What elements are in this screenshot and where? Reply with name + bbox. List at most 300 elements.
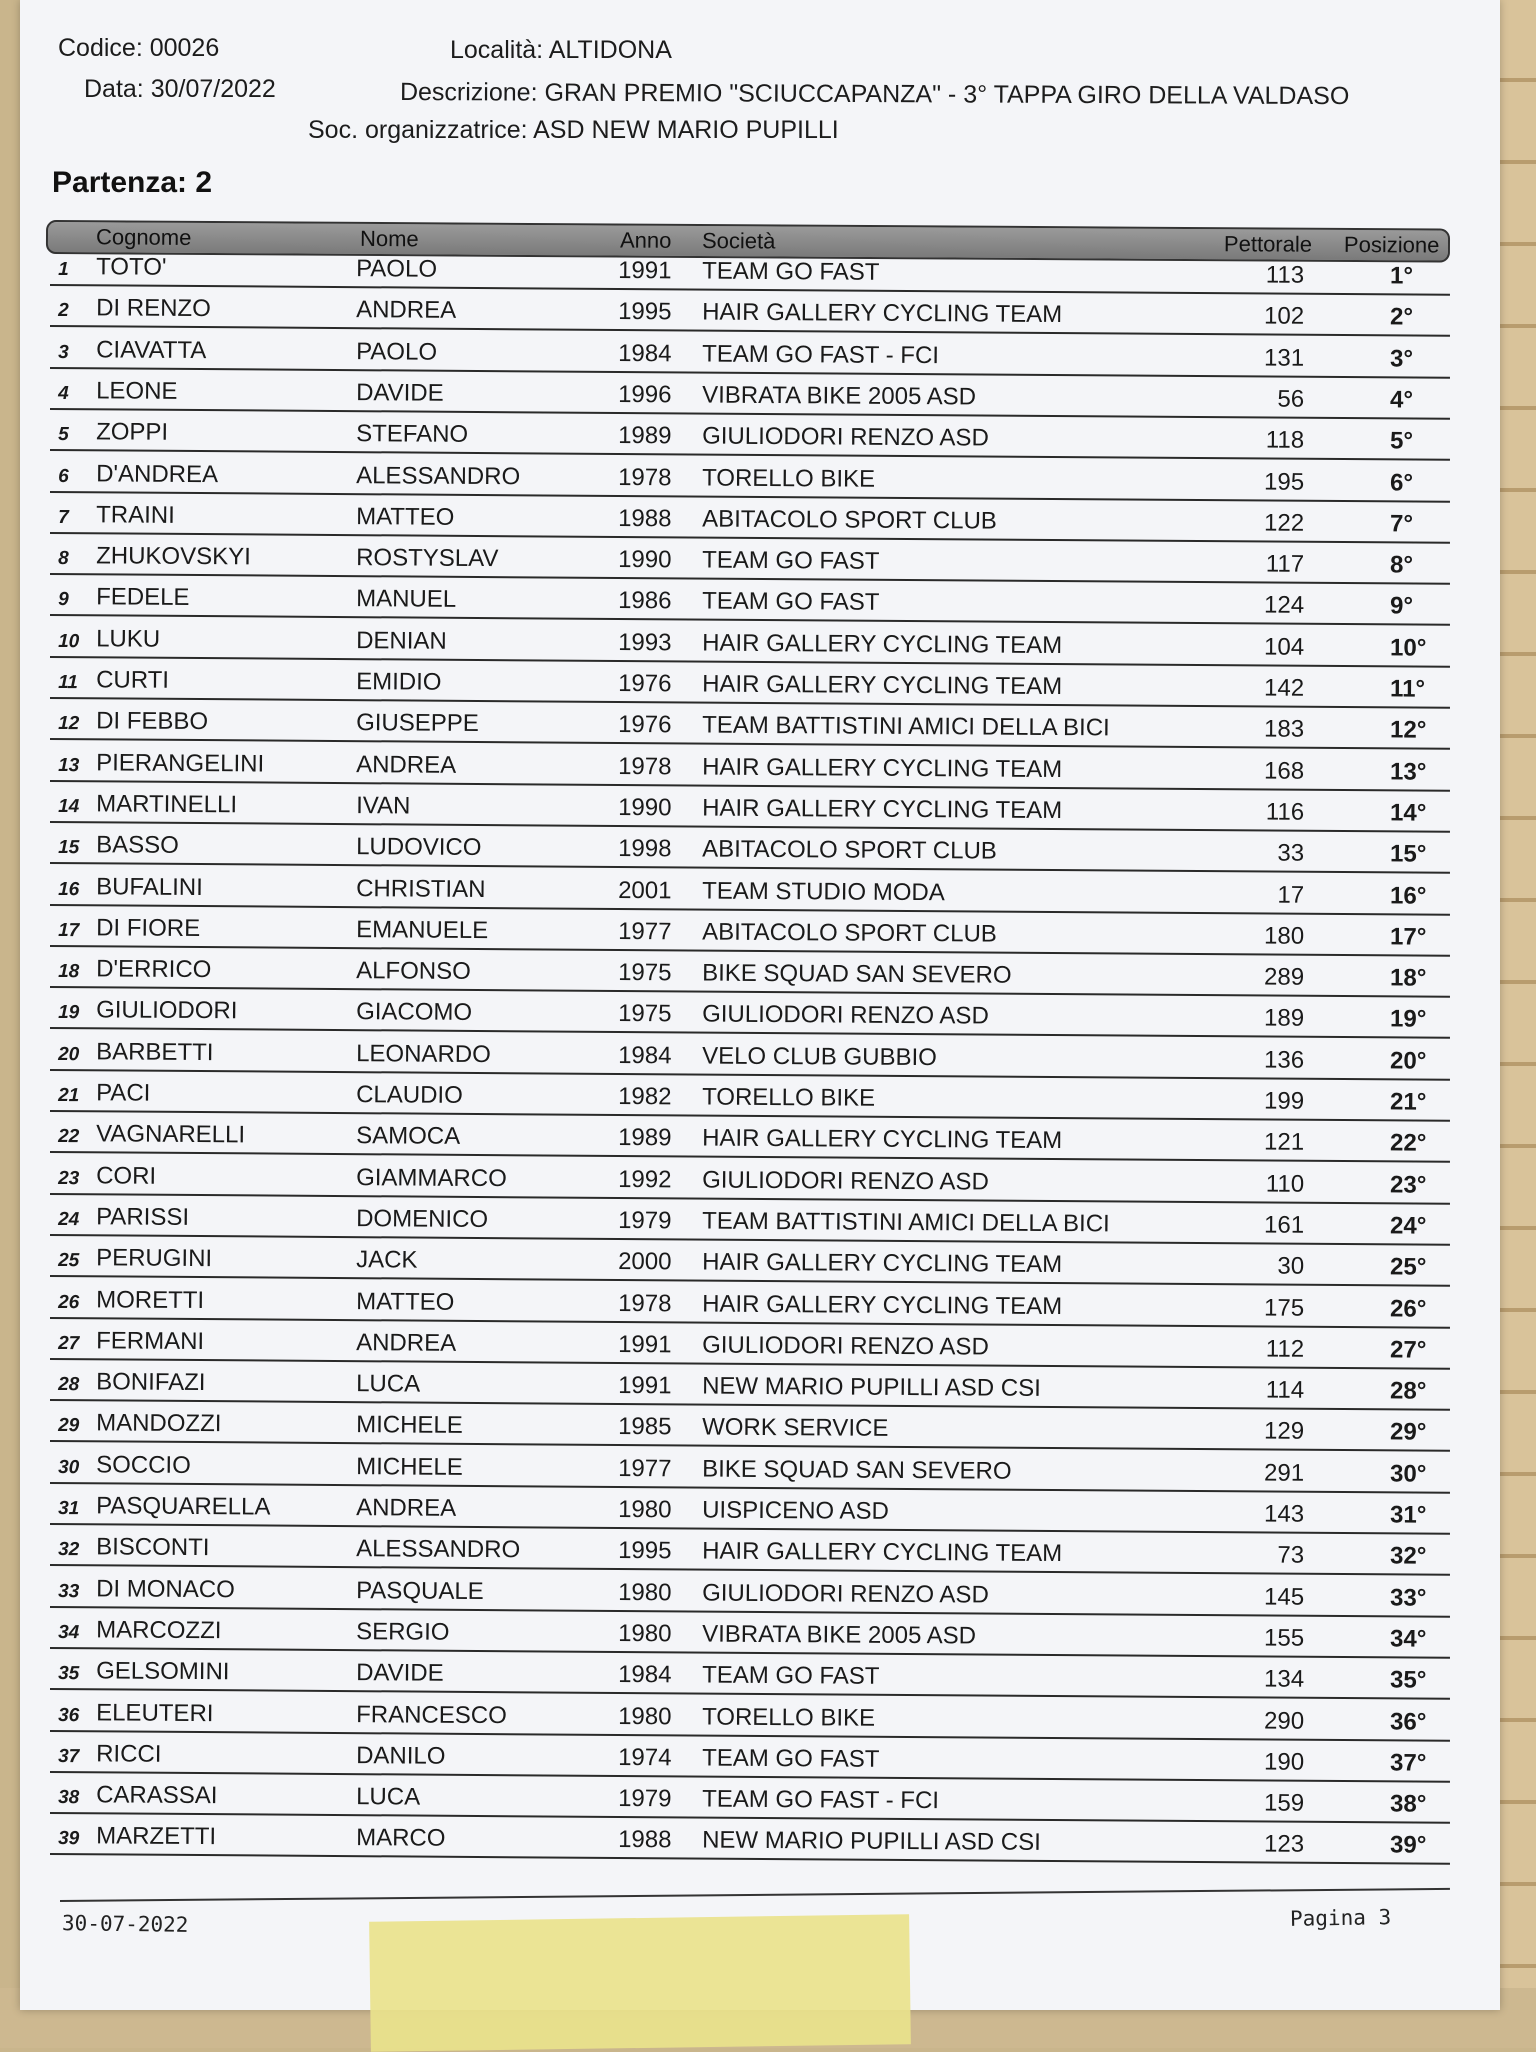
row-pettorale: 17: [1277, 881, 1305, 909]
table-row: [50, 622, 1450, 668]
row-nome: SERGIO: [356, 1618, 450, 1646]
row-pettorale: 123: [1263, 1830, 1305, 1859]
row-posizione: 3°: [1390, 344, 1414, 373]
row-cognome: TOTO': [96, 253, 167, 281]
row-posizione: 35°: [1390, 1666, 1427, 1694]
row-posizione: 18°: [1390, 964, 1427, 992]
table-row: [50, 1819, 1450, 1865]
row-nome: FRANCESCO: [356, 1700, 507, 1729]
row-posizione: 1°: [1390, 262, 1414, 290]
row-number: 26: [58, 1291, 80, 1313]
row-pettorale: 30: [1277, 1252, 1305, 1280]
row-cognome: CARASSAI: [96, 1781, 218, 1810]
row-number: 7: [58, 506, 69, 528]
row-number: 14: [58, 795, 80, 818]
row-anno: 1990: [618, 546, 672, 574]
row-cognome: CIAVATTA: [96, 335, 207, 364]
row-posizione: 20°: [1390, 1047, 1427, 1075]
row-societa: GIULIODORI RENZO ASD: [702, 1331, 989, 1361]
row-posizione: 15°: [1390, 840, 1427, 868]
row-nome: LUDOVICO: [356, 833, 482, 862]
row-posizione: 29°: [1390, 1418, 1427, 1446]
row-cognome: MANDOZZI: [96, 1409, 222, 1438]
row-cognome: ELEUTERI: [96, 1698, 214, 1727]
row-posizione: 33°: [1390, 1583, 1427, 1612]
table-row: [50, 1613, 1450, 1659]
row-cognome: CORI: [96, 1161, 157, 1190]
row-pettorale: 189: [1263, 1004, 1305, 1033]
row-societa: TEAM STUDIO MODA: [702, 877, 945, 906]
row-number: 18: [58, 961, 80, 983]
row-pettorale: 145: [1263, 1583, 1305, 1611]
row-societa: TEAM GO FAST: [702, 587, 880, 617]
table-row: [50, 1696, 1450, 1742]
row-anno: 1984: [618, 339, 672, 367]
row-cognome: ZOPPI: [96, 418, 169, 447]
row-posizione: 6°: [1390, 468, 1414, 497]
row-societa: TEAM GO FAST: [702, 257, 880, 286]
row-cognome: TRAINI: [96, 501, 175, 529]
row-pettorale: 195: [1263, 467, 1305, 496]
row-number: 31: [58, 1498, 80, 1520]
row-societa: HAIR GALLERY CYCLING TEAM: [702, 298, 1063, 329]
row-number: 29: [58, 1415, 80, 1437]
row-pettorale: 110: [1265, 1170, 1305, 1198]
row-number: 32: [58, 1539, 80, 1561]
row-pettorale: 143: [1263, 1500, 1305, 1528]
row-posizione: 10°: [1390, 634, 1427, 662]
row-societa: TEAM GO FAST: [702, 546, 880, 575]
row-nome: PAOLO: [356, 255, 438, 283]
row-number: 17: [58, 919, 80, 942]
col-anno: Anno: [619, 227, 672, 253]
codice-value: 00026: [149, 34, 220, 62]
row-number: 1: [58, 259, 69, 281]
table-row: [50, 457, 1450, 503]
table-row: [50, 911, 1450, 957]
row-anno: 1995: [618, 298, 672, 326]
table-row: [50, 1489, 1450, 1535]
row-cognome: DI RENZO: [96, 294, 211, 323]
localita-line: [450, 36, 672, 65]
row-societa: HAIR GALLERY CYCLING TEAM: [702, 629, 1063, 659]
table-row: [50, 291, 1450, 337]
localita-value: ALTIDONA: [548, 36, 672, 64]
row-anno: 1989: [618, 422, 672, 450]
row-number: 22: [58, 1126, 80, 1148]
row-nome: DANILO: [356, 1741, 446, 1770]
row-number: 39: [58, 1828, 80, 1850]
row-cognome: MARZETTI: [96, 1822, 217, 1851]
row-nome: MICHELE: [356, 1411, 463, 1440]
row-cognome: FERMANI: [96, 1327, 205, 1355]
row-nome: MARCO: [356, 1824, 446, 1853]
row-societa: TEAM GO FAST - FCI: [702, 340, 940, 369]
row-anno: 1980: [618, 1619, 672, 1648]
row-anno: 1988: [618, 504, 672, 533]
row-cognome: PERUGINI: [96, 1244, 213, 1273]
row-posizione: 5°: [1390, 427, 1414, 455]
table-row: [50, 1572, 1450, 1618]
row-pettorale: 136: [1263, 1046, 1305, 1074]
row-pettorale: 131: [1263, 344, 1305, 372]
row-anno: 1978: [618, 463, 672, 491]
row-societa: ABITACOLO SPORT CLUB: [702, 835, 997, 865]
row-pettorale: 190: [1263, 1748, 1305, 1776]
row-nome: ANDREA: [356, 296, 457, 325]
row-anno: 1996: [618, 380, 672, 409]
row-nome: PASQUALE: [356, 1576, 484, 1605]
row-cognome: SOCCIO: [96, 1451, 191, 1479]
row-nome: MANUEL: [356, 585, 457, 614]
table-row: [50, 1530, 1450, 1576]
row-nome: DAVIDE: [356, 1659, 444, 1687]
table-row: [50, 787, 1450, 833]
row-societa: TEAM GO FAST - FCI: [702, 1785, 940, 1815]
row-nome: GIAMMARCO: [356, 1163, 507, 1192]
descrizione-value: GRAN PREMIO "SCIUCCAPANZA" - 3° TAPPA GIRO DELLA VALDASO: [544, 78, 1350, 111]
table-row: [50, 828, 1450, 874]
row-number: 4: [58, 382, 69, 405]
row-number: 10: [58, 630, 80, 652]
row-nome: ANDREA: [356, 1328, 457, 1357]
row-nome: LUCA: [356, 1370, 421, 1398]
row-anno: 1982: [618, 1082, 672, 1111]
row-number: 34: [58, 1621, 80, 1644]
descrizione-line: [400, 78, 1349, 111]
row-pettorale: 117: [1265, 550, 1305, 578]
row-societa: TORELLO BIKE: [702, 1083, 876, 1112]
row-posizione: 12°: [1390, 716, 1427, 744]
row-posizione: 16°: [1390, 881, 1427, 910]
row-nome: MATTEO: [356, 502, 455, 531]
row-pettorale: 56: [1277, 385, 1305, 413]
row-anno: 1980: [618, 1578, 672, 1606]
row-posizione: 2°: [1390, 303, 1414, 331]
row-pettorale: 180: [1263, 922, 1305, 950]
table-row: [50, 1365, 1450, 1411]
row-pettorale: 199: [1263, 1087, 1305, 1115]
table-row: [50, 1035, 1450, 1081]
row-anno: 1974: [618, 1743, 672, 1772]
table-row: [50, 498, 1450, 544]
row-anno: 1978: [618, 752, 672, 780]
row-cognome: DI FIORE: [96, 914, 201, 942]
row-number: 23: [58, 1167, 80, 1189]
row-posizione: 26°: [1390, 1294, 1427, 1323]
row-cognome: BISCONTI: [96, 1533, 210, 1562]
row-cognome: MARCOZZI: [96, 1616, 222, 1645]
row-cognome: MORETTI: [96, 1285, 205, 1314]
row-cognome: CURTI: [96, 666, 170, 694]
table-row: [50, 415, 1450, 461]
row-societa: GIULIODORI RENZO ASD: [702, 422, 989, 452]
row-cognome: VAGNARELLI: [96, 1120, 246, 1149]
row-posizione: 37°: [1390, 1749, 1427, 1777]
codice-label: Codice:: [58, 34, 143, 62]
table-row: [50, 1283, 1450, 1329]
row-pettorale: 161: [1263, 1211, 1305, 1239]
table-row: [50, 1406, 1450, 1452]
row-societa: HAIR GALLERY CYCLING TEAM: [702, 794, 1063, 824]
row-posizione: 17°: [1390, 923, 1427, 951]
row-cognome: FEDELE: [96, 583, 190, 612]
row-societa: TEAM GO FAST: [702, 1744, 880, 1773]
col-societa: Società: [701, 228, 776, 254]
table-row: [50, 1778, 1450, 1824]
row-anno: 1993: [618, 628, 672, 657]
row-number: 28: [58, 1374, 80, 1396]
row-number: 16: [58, 878, 80, 900]
table-row: [50, 1117, 1450, 1163]
row-anno: 1978: [618, 1289, 672, 1317]
row-cognome: RICCI: [96, 1740, 162, 1768]
row-posizione: 27°: [1390, 1336, 1427, 1364]
row-nome: STEFANO: [356, 420, 469, 449]
row-pettorale: 168: [1263, 757, 1305, 785]
row-posizione: 39°: [1390, 1831, 1427, 1859]
row-anno: 1976: [618, 711, 672, 739]
table-row: [50, 1076, 1450, 1122]
row-pettorale: 102: [1263, 302, 1305, 331]
row-anno: 1984: [618, 1041, 672, 1070]
row-pettorale: 129: [1263, 1417, 1305, 1446]
row-cognome: ZHUKOVSKYI: [96, 542, 251, 571]
row-societa: NEW MARIO PUPILLI ASD CSI: [702, 1372, 1041, 1403]
table-row: [50, 1200, 1450, 1246]
data-line: [84, 75, 276, 104]
row-pettorale: 113: [1265, 261, 1305, 289]
row-nome: DENIAN: [356, 626, 447, 655]
row-posizione: 23°: [1390, 1170, 1427, 1199]
row-pettorale: 291: [1263, 1459, 1305, 1487]
row-pettorale: 124: [1263, 591, 1305, 620]
row-posizione: 25°: [1390, 1253, 1427, 1281]
row-posizione: 7°: [1390, 510, 1414, 538]
row-pettorale: 104: [1263, 633, 1305, 661]
table-row: [50, 952, 1450, 998]
row-nome: ANDREA: [356, 1494, 457, 1522]
row-number: 38: [58, 1787, 80, 1809]
row-anno: 1995: [618, 1537, 672, 1565]
row-nome: JACK: [356, 1246, 418, 1274]
table-row: [50, 1241, 1450, 1287]
row-anno: 1998: [618, 835, 672, 863]
descrizione-label: Descrizione:: [399, 78, 538, 107]
table-row: [50, 704, 1450, 750]
row-posizione: 22°: [1390, 1129, 1427, 1157]
row-societa: VIBRATA BIKE 2005 ASD: [702, 381, 977, 411]
table-row: [50, 1324, 1450, 1370]
row-societa: TEAM BATTISTINI AMICI DELLA BICI: [702, 711, 1110, 742]
row-number: 8: [58, 548, 69, 570]
row-pettorale: 112: [1265, 1335, 1305, 1363]
row-pettorale: 73: [1277, 1541, 1305, 1570]
row-posizione: 14°: [1390, 799, 1427, 827]
col-pettorale: Pettorale: [1223, 231, 1313, 257]
row-cognome: PIERANGELINI: [96, 748, 265, 778]
row-number: 2: [58, 300, 69, 322]
row-nome: DAVIDE: [356, 379, 444, 407]
row-posizione: 21°: [1390, 1088, 1427, 1116]
row-societa: ABITACOLO SPORT CLUB: [702, 918, 997, 948]
col-nome: Nome: [359, 225, 419, 252]
row-number: 35: [58, 1663, 80, 1685]
row-nome: ALFONSO: [356, 957, 471, 986]
row-number: 15: [58, 837, 80, 859]
table-row: [50, 580, 1450, 626]
row-pettorale: 122: [1263, 509, 1305, 537]
row-anno: 1989: [618, 1124, 672, 1152]
row-anno: 1988: [618, 1826, 672, 1854]
row-posizione: 9°: [1390, 592, 1414, 620]
row-number: 24: [58, 1208, 80, 1231]
row-anno: 1991: [618, 1372, 672, 1400]
col-cognome: Cognome: [95, 224, 192, 250]
row-nome: ANDREA: [356, 750, 457, 779]
row-nome: CHRISTIAN: [356, 874, 486, 903]
row-pettorale: 289: [1263, 963, 1305, 991]
table-row: [50, 1737, 1450, 1783]
row-nome: DOMENICO: [356, 1205, 489, 1233]
table-row: [50, 1654, 1450, 1700]
codice-line: [58, 34, 219, 63]
row-cognome: BONIFAZI: [96, 1368, 206, 1397]
row-number: 19: [58, 1002, 80, 1024]
row-anno: 1975: [618, 1000, 672, 1028]
table-row: [50, 993, 1450, 1039]
row-anno: 1975: [618, 959, 672, 987]
footer-rule: [60, 1888, 1450, 1902]
row-pettorale: 116: [1265, 798, 1305, 826]
row-nome: LUCA: [356, 1783, 421, 1811]
row-pettorale: 175: [1263, 1293, 1305, 1322]
row-number: 11: [58, 672, 78, 694]
row-cognome: BARBETTI: [96, 1038, 214, 1066]
row-posizione: 24°: [1390, 1212, 1427, 1240]
row-anno: 1979: [618, 1785, 672, 1813]
row-posizione: 4°: [1390, 386, 1414, 414]
row-societa: HAIR GALLERY CYCLING TEAM: [702, 1537, 1063, 1568]
row-number: 25: [58, 1250, 80, 1272]
row-cognome: LEONE: [96, 377, 178, 405]
row-societa: NEW MARIO PUPILLI ASD CSI: [702, 1826, 1041, 1857]
row-societa: TORELLO BIKE: [702, 1703, 876, 1732]
row-number: 37: [58, 1745, 80, 1768]
row-number: 5: [58, 424, 69, 446]
row-societa: HAIR GALLERY CYCLING TEAM: [702, 670, 1063, 701]
row-number: 20: [58, 1043, 80, 1065]
row-number: 21: [58, 1085, 80, 1107]
row-societa: ABITACOLO SPORT CLUB: [702, 505, 997, 535]
row-pettorale: 290: [1263, 1706, 1305, 1735]
row-pettorale: 159: [1263, 1789, 1305, 1817]
row-anno: 2000: [618, 1248, 672, 1276]
row-societa: GIULIODORI RENZO ASD: [702, 1579, 989, 1609]
row-pettorale: 121: [1263, 1128, 1305, 1157]
row-nome: LEONARDO: [356, 1039, 491, 1068]
row-anno: 1980: [618, 1495, 672, 1524]
row-posizione: 28°: [1390, 1377, 1427, 1405]
table-row: [50, 1159, 1450, 1205]
row-posizione: 11°: [1390, 675, 1426, 703]
row-cognome: D'ANDREA: [96, 459, 219, 488]
row-posizione: 8°: [1390, 551, 1414, 579]
row-anno: 1991: [618, 1330, 672, 1359]
row-pettorale: 155: [1263, 1624, 1305, 1652]
row-nome: CLAUDIO: [356, 1081, 463, 1109]
partenza-heading: Partenza: 2: [52, 166, 213, 199]
row-societa: TORELLO BIKE: [702, 464, 876, 493]
row-anno: 1986: [618, 587, 672, 615]
row-pettorale: 114: [1265, 1376, 1305, 1404]
row-pettorale: 142: [1263, 674, 1305, 702]
row-societa: HAIR GALLERY CYCLING TEAM: [702, 1248, 1063, 1279]
row-pettorale: 118: [1265, 426, 1305, 454]
row-anno: 1990: [618, 793, 672, 822]
row-pettorale: 33: [1277, 839, 1305, 867]
row-cognome: DI MONACO: [96, 1574, 235, 1603]
row-societa: BIKE SQUAD SAN SEVERO: [702, 1455, 1012, 1485]
table-row: [50, 663, 1450, 709]
row-pettorale: 183: [1263, 715, 1305, 744]
row-societa: GIULIODORI RENZO ASD: [702, 1000, 989, 1030]
row-societa: UISPICENO ASD: [702, 1496, 889, 1525]
row-societa: VELO CLUB GUBBIO: [702, 1042, 937, 1071]
soc-value: ASD NEW MARIO PUPILLI: [533, 116, 839, 144]
row-societa: HAIR GALLERY CYCLING TEAM: [702, 1124, 1063, 1155]
row-number: 13: [58, 754, 80, 776]
row-number: 27: [58, 1332, 80, 1355]
row-posizione: 30°: [1390, 1460, 1427, 1488]
row-posizione: 19°: [1390, 1005, 1427, 1033]
row-nome: IVAN: [356, 792, 411, 820]
row-number: 30: [58, 1456, 80, 1478]
row-nome: ALESSANDRO: [356, 1535, 521, 1564]
row-nome: MICHELE: [356, 1452, 463, 1481]
table-row: [50, 746, 1450, 792]
row-cognome: GELSOMINI: [96, 1657, 230, 1686]
row-nome: SAMOCA: [356, 1122, 461, 1151]
row-number: 9: [58, 589, 69, 611]
table-row: [50, 333, 1450, 379]
localita-label: Località:: [450, 36, 544, 64]
row-anno: 2001: [618, 876, 672, 904]
row-cognome: DI FEBBO: [96, 707, 209, 736]
table-row: [50, 374, 1450, 420]
row-nome: GIUSEPPE: [356, 709, 479, 738]
row-number: 36: [58, 1704, 80, 1726]
footer-date: 30-07-2022: [61, 1911, 189, 1937]
row-anno: 1977: [618, 917, 672, 946]
row-anno: 1979: [618, 1206, 672, 1235]
row-societa: VIBRATA BIKE 2005 ASD: [702, 1620, 977, 1650]
row-posizione: 32°: [1390, 1542, 1427, 1570]
row-number: 6: [58, 465, 69, 487]
row-cognome: MARTINELLI: [96, 790, 238, 819]
row-anno: 1985: [618, 1413, 672, 1441]
row-nome: EMIDIO: [356, 668, 442, 696]
row-societa: HAIR GALLERY CYCLING TEAM: [702, 753, 1063, 783]
data-label: Data:: [84, 75, 144, 103]
row-nome: ALESSANDRO: [356, 461, 521, 490]
row-nome: EMANUELE: [356, 915, 489, 944]
row-cognome: PASQUARELLA: [96, 1492, 271, 1521]
row-cognome: D'ERRICO: [96, 955, 212, 984]
soc-line: [308, 116, 839, 145]
row-societa: HAIR GALLERY CYCLING TEAM: [702, 1290, 1063, 1320]
row-cognome: LUKU: [96, 625, 161, 653]
